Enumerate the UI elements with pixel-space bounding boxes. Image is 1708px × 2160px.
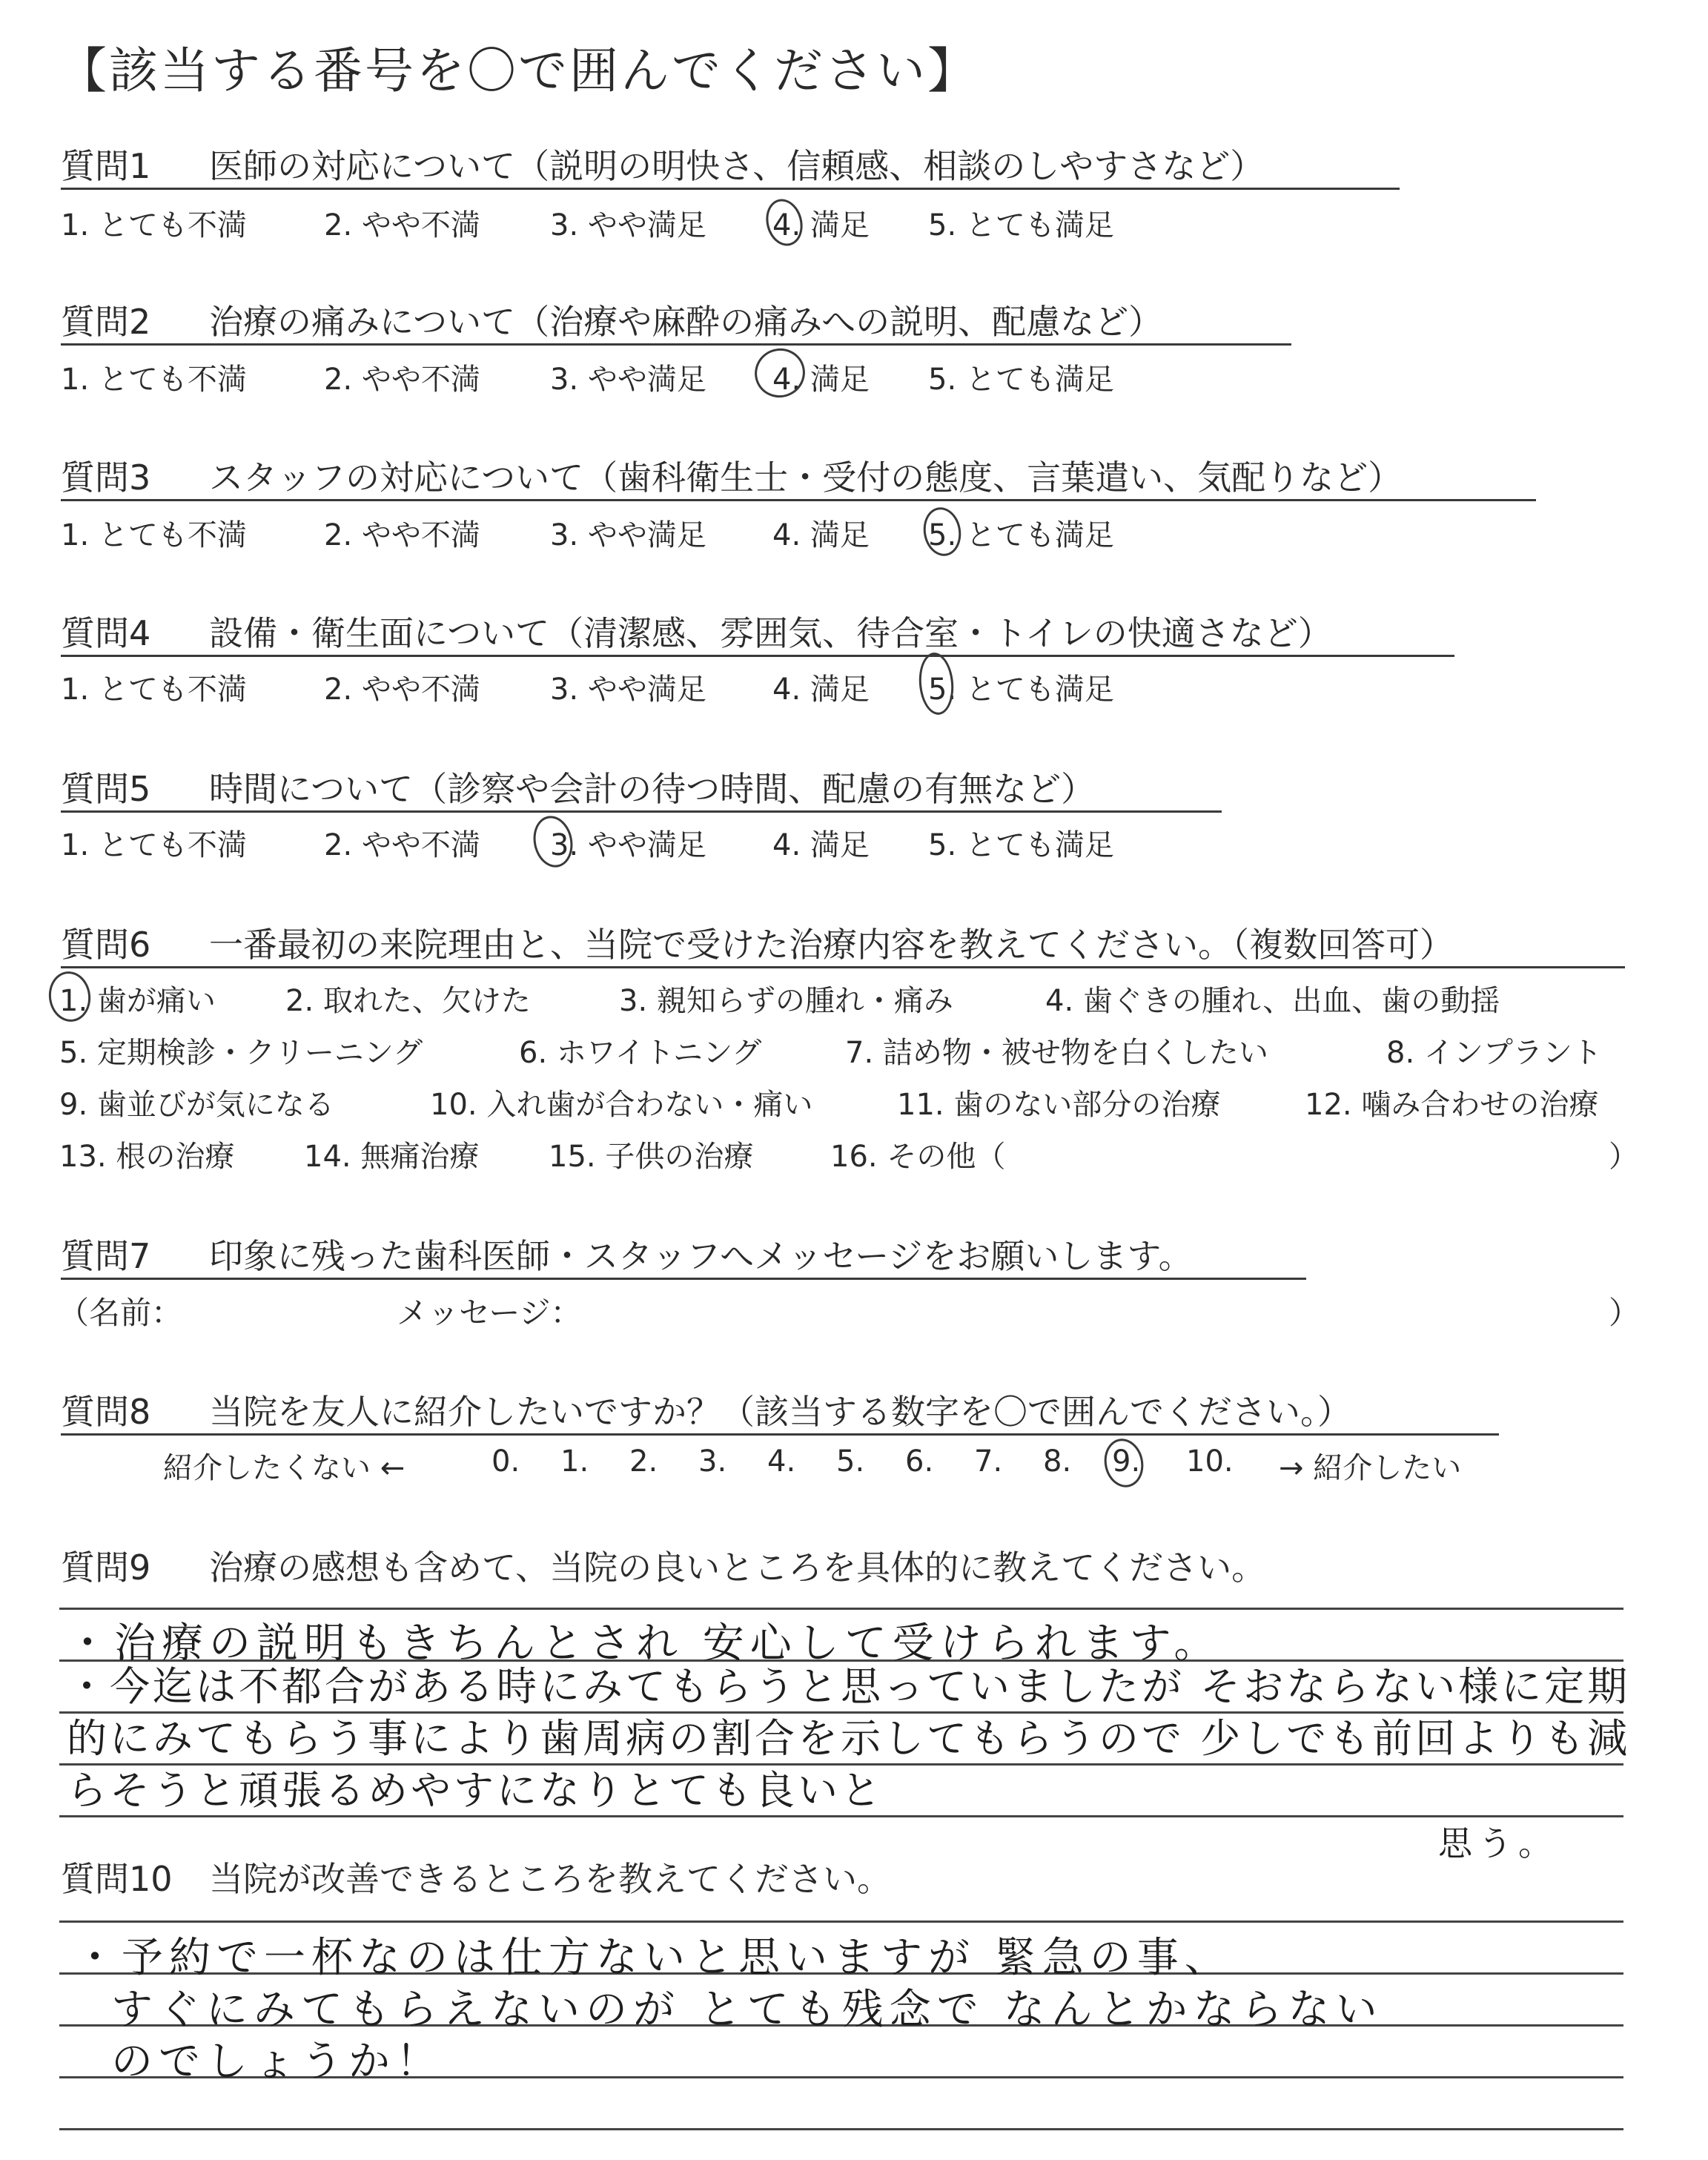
- question-number: 質問9: [61, 1548, 151, 1588]
- q6-option-2[interactable]: 2. 取れた、欠けた: [285, 984, 531, 1018]
- question-underline: [61, 810, 1222, 813]
- scale-1[interactable]: 1.: [560, 1444, 589, 1479]
- question-underline: [61, 966, 1625, 968]
- question-underline: [61, 1433, 1499, 1436]
- answer-rule: [59, 2128, 1623, 2130]
- answer-rule: [59, 1920, 1623, 1923]
- option-4[interactable]: 4. 満足: [772, 363, 870, 397]
- option-2[interactable]: 2. やや不満: [324, 518, 480, 552]
- option-1[interactable]: 1. とても不満: [61, 828, 247, 862]
- option-5[interactable]: 5. とても満足: [928, 363, 1114, 397]
- question-text: スタッフの対応について（歯科衛生士・受付の態度、言葉遣い、気配りなど）: [209, 458, 1403, 498]
- q9-handwritten-answer-line-3: 思う。: [1438, 1823, 1558, 1863]
- q6-option-11[interactable]: 11. 歯のない部分の治療: [897, 1088, 1221, 1122]
- question-text: 当院を友人に紹介したいですか？（該当する数字を〇で囲んでください。）: [209, 1392, 1351, 1432]
- scale-left-label: 紹介したくない ←: [163, 1451, 406, 1485]
- q10-handwritten-answer-line-2: すぐにみてもらえないのが とても残念で なんとかならない: [111, 1986, 1383, 2034]
- question-number: 質問1: [61, 146, 151, 186]
- scale-4[interactable]: 4.: [767, 1444, 796, 1479]
- option-2[interactable]: 2. やや不満: [324, 208, 480, 242]
- option-4[interactable]: 4. 満足: [772, 828, 870, 862]
- option-1[interactable]: 1. とても不満: [61, 208, 247, 242]
- question-underline: [61, 499, 1536, 501]
- option-3[interactable]: 3. やや満足: [550, 363, 706, 397]
- scale-10[interactable]: 10.: [1186, 1444, 1234, 1479]
- option-4[interactable]: 4. 満足: [772, 673, 870, 707]
- question-text: 印象に残った歯科医師・スタッフへメッセージをお願いします。: [209, 1236, 1193, 1276]
- q10-handwritten-answer-line-3: のでしょうか！: [111, 2038, 443, 2086]
- question-2-heading: [61, 295, 1162, 344]
- question-text: 時間について（診察や会計の待つ時間、配慮の有無など）: [209, 769, 1096, 809]
- q9-handwritten-answer-line-2: ・今迄は不都合がある時にみてもらうと思っていましたが そおならない様に定期的にみてもらう事により歯周病の割合を示してもらうので 少しでも前回よりも減らそうと頑張るめやすになりとても良いと: [67, 1663, 1631, 1814]
- question-number: 質問3: [61, 458, 151, 498]
- question-5-heading: [61, 762, 1095, 811]
- scale-5[interactable]: 5.: [836, 1444, 865, 1479]
- q10-handwritten-answer-line-1: ・予約で一杯なのは仕方ないと思いますが 緊急の事、: [74, 1934, 1232, 1982]
- option-1[interactable]: 1. とても不満: [61, 363, 247, 397]
- q6-option-4[interactable]: 4. 歯ぐきの腫れ、出血、歯の動揺: [1045, 984, 1500, 1018]
- question-3-heading: [61, 451, 1402, 500]
- question-underline: [61, 188, 1400, 190]
- question-number: 質問4: [61, 613, 151, 653]
- question-number: 質問7: [61, 1236, 151, 1276]
- question-text: 当院が改善できるところを教えてください。: [209, 1859, 891, 1899]
- q7-message-label: メッセージ：: [397, 1295, 582, 1331]
- option-2[interactable]: 2. やや不満: [324, 828, 480, 862]
- question-number: 質問8: [61, 1392, 151, 1432]
- q6-option-12[interactable]: 12. 噛み合わせの治療: [1305, 1088, 1599, 1122]
- option-5[interactable]: 5. とても満足: [928, 208, 1114, 242]
- q6-option-16[interactable]: 16. その他（: [830, 1140, 1006, 1174]
- q6-option-7[interactable]: 7. 詰め物・被せ物を白くしたい: [845, 1036, 1268, 1070]
- option-3[interactable]: 3. やや満足: [550, 673, 706, 707]
- scale-0[interactable]: 0.: [491, 1444, 520, 1479]
- question-text: 治療の痛みについて（治療や麻酔の痛みへの説明、配慮など）: [209, 302, 1163, 342]
- question-4-heading: [61, 607, 1332, 655]
- q6-option-1[interactable]: 1. 歯が痛い: [59, 984, 216, 1018]
- question-number: 質問10: [61, 1859, 173, 1899]
- option-1[interactable]: 1. とても不満: [61, 673, 247, 707]
- question-9-heading: [61, 1541, 1265, 1590]
- scale-6[interactable]: 6.: [905, 1444, 934, 1479]
- option-3[interactable]: 3. やや満足: [550, 208, 706, 242]
- q6-option-3[interactable]: 3. 親知らずの腫れ・痛み: [619, 984, 953, 1018]
- option-3[interactable]: 3. やや満足: [550, 828, 706, 862]
- option-3[interactable]: 3. やや満足: [550, 518, 706, 552]
- scale-7[interactable]: 7.: [974, 1444, 1003, 1479]
- form-title: 【該当する番号を〇で囲んでください】: [58, 42, 979, 99]
- question-underline: [61, 655, 1454, 657]
- q6-option-14[interactable]: 14. 無痛治療: [304, 1140, 480, 1174]
- scale-right-label: → 紹介したい: [1279, 1451, 1462, 1485]
- option-5[interactable]: 5. とても満足: [928, 673, 1114, 707]
- option-4[interactable]: 4. 満足: [772, 518, 870, 552]
- option-1[interactable]: 1. とても不満: [61, 518, 247, 552]
- scale-8[interactable]: 8.: [1043, 1444, 1072, 1479]
- option-4[interactable]: 4. 満足: [772, 208, 870, 242]
- q7-close-paren: ）: [1609, 1295, 1641, 1331]
- question-6-heading: [61, 918, 1454, 967]
- q6-option-5[interactable]: 5. 定期検診・クリーニング: [59, 1036, 423, 1070]
- q6-option-10[interactable]: 10. 入れ歯が合わない・痛い: [430, 1088, 813, 1122]
- q6-option-6[interactable]: 6. ホワイトニング: [519, 1036, 762, 1070]
- scale-3[interactable]: 3.: [698, 1444, 727, 1479]
- q6-option-8[interactable]: 8. インプラント: [1386, 1036, 1602, 1070]
- question-1-heading: [61, 139, 1264, 188]
- question-7-heading: [61, 1229, 1193, 1278]
- question-8-heading: [61, 1385, 1351, 1434]
- question-text: 設備・衛生面について（清潔感、雰囲気、待合室・トイレの快適さなど）: [209, 613, 1332, 653]
- q6-option-9[interactable]: 9. 歯並びが気になる: [59, 1088, 334, 1122]
- question-underline: [61, 1278, 1306, 1280]
- question-number: 質問2: [61, 302, 151, 342]
- q6-other-close-paren: ）: [1609, 1140, 1638, 1174]
- q8-selection-circle: [1100, 1435, 1148, 1490]
- option-2[interactable]: 2. やや不満: [324, 363, 480, 397]
- q6-option-13[interactable]: 13. 根の治療: [59, 1140, 235, 1174]
- q7-name-label: （名前：: [58, 1295, 183, 1331]
- q9-handwritten-answer-line-1: ・治療の説明もきちんとされ 安心して受けられます。: [67, 1619, 1222, 1668]
- question-number: 質問5: [61, 769, 151, 809]
- question-number: 質問6: [61, 925, 151, 965]
- q6-option-15[interactable]: 15. 子供の治療: [549, 1140, 754, 1174]
- question-text: 治療の感想も含めて、当院の良いところを具体的に教えてください。: [209, 1548, 1266, 1588]
- question-underline: [61, 343, 1291, 346]
- question-text: 一番最初の来院理由と、当院で受けた治療内容を教えてください。（複数回答可）: [209, 925, 1454, 965]
- answer-rule: [59, 1608, 1623, 1610]
- question-10-heading: [61, 1852, 891, 1901]
- option-2[interactable]: 2. やや不満: [324, 673, 480, 707]
- scale-9[interactable]: 9.: [1112, 1444, 1141, 1479]
- option-5[interactable]: 5. とても満足: [928, 828, 1114, 862]
- scale-2[interactable]: 2.: [629, 1444, 658, 1479]
- option-5[interactable]: 5. とても満足: [928, 518, 1114, 552]
- question-text: 医師の対応について（説明の明快さ、信頼感、相談のしやすさなど）: [209, 146, 1265, 186]
